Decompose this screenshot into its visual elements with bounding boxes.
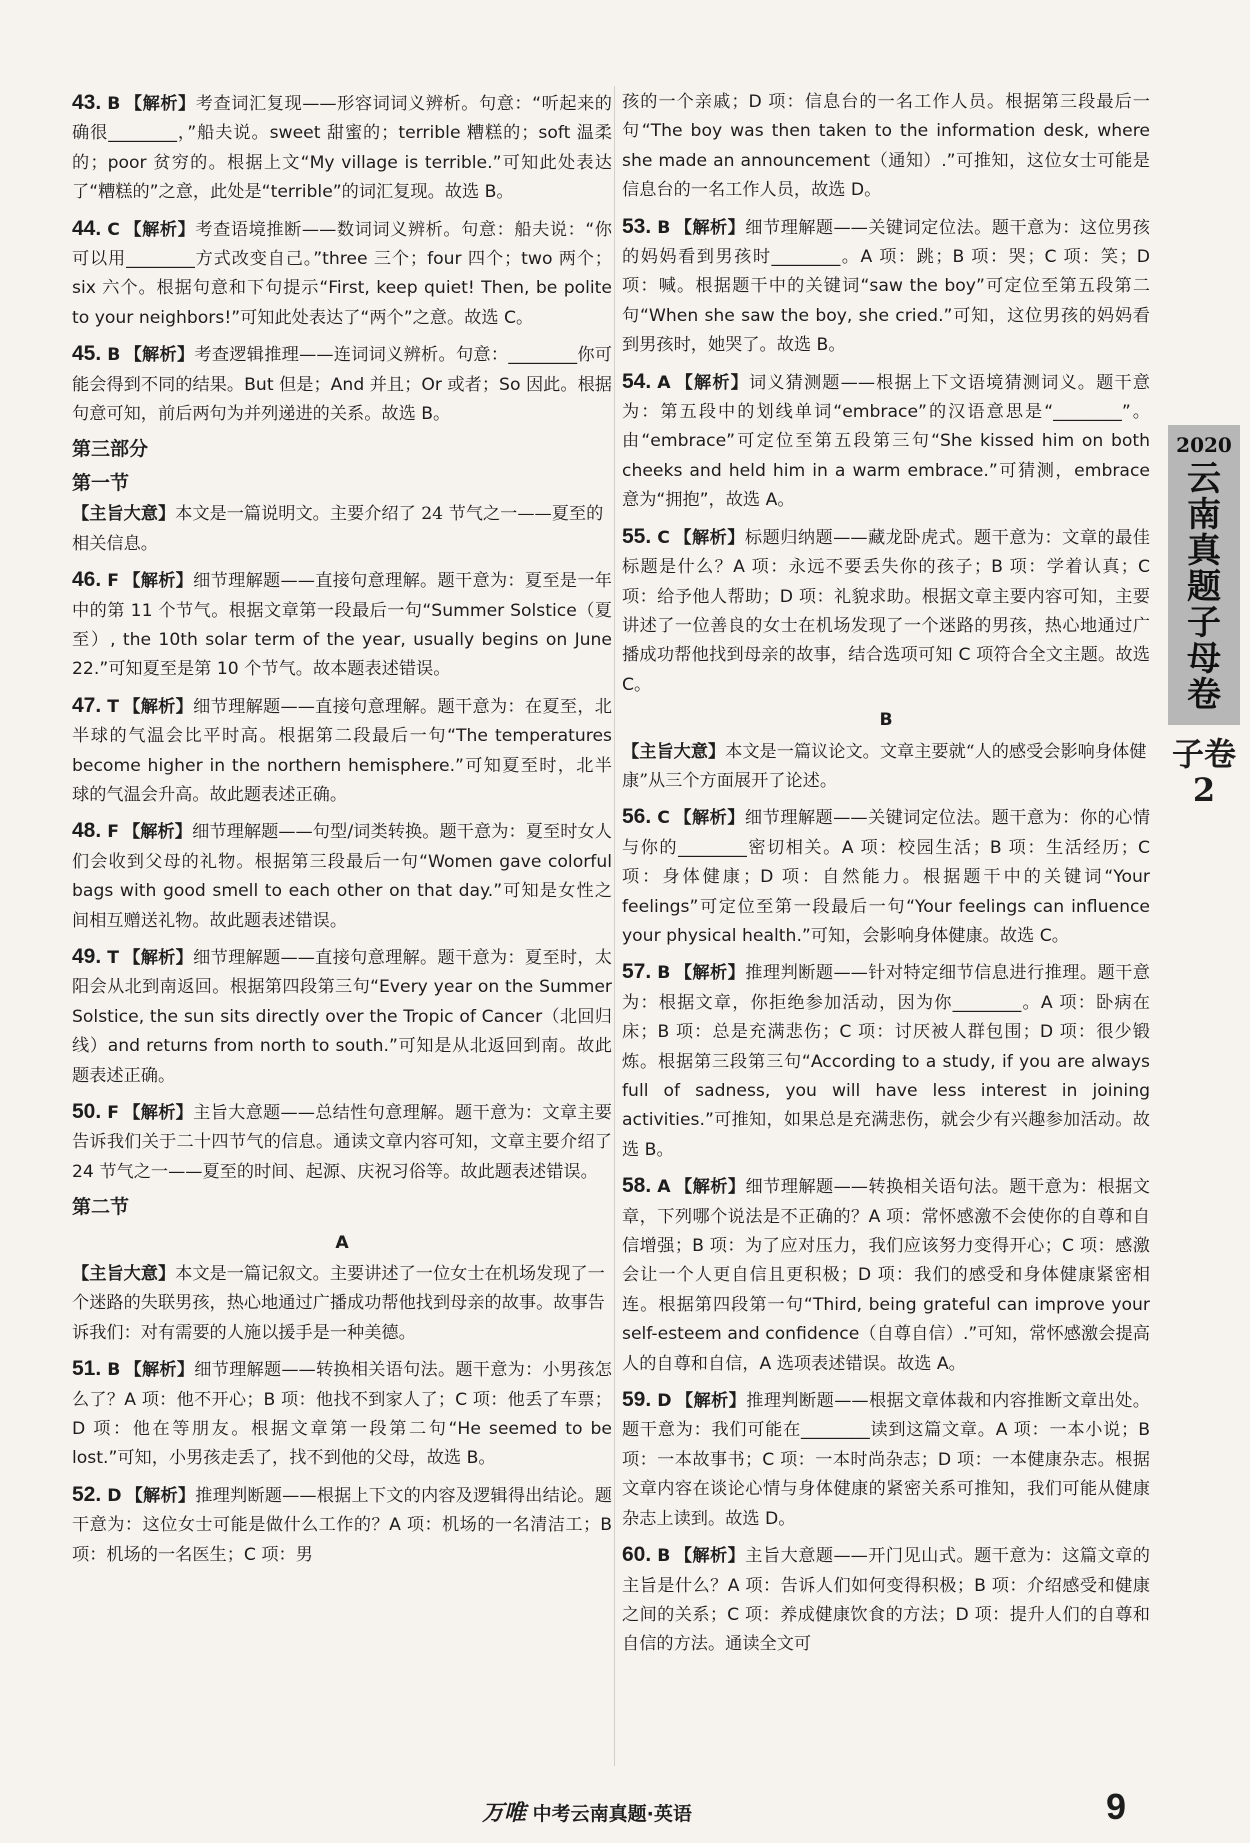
analysis-tag: 【解析】 — [675, 1391, 747, 1412]
analysis-tag: 【解析】 — [122, 571, 194, 592]
explanation-text: 细节理解题——关键词定位法。题干意为：你的心情与你的________密切相关。A 项：校园生活；B 项：生活经历；C 项：身体健康；D 项：自然能力。根据题干中的关键词“Your feelings”可定位至第一段最后一句“Your feelings can influence your physical health.”可知，会影响身体健康。故选 C。 — [622, 808, 1150, 946]
question-number: 56. — [622, 805, 652, 829]
question-number: 55. — [622, 524, 652, 548]
answer-letter: F — [107, 1103, 119, 1123]
main-idea — [72, 1260, 612, 1348]
explanation-text: 考查词汇复现——形容词词义辨析。句意：“听起来的确很________，”船夫说。sweet 甜蜜的；terrible 糟糕的；soft 温柔的；poor 贫穷的。根据上文“My village is terrible.”可知此处表达了“糟糕的”之意，此处是“terrible”的词汇复现。故选 B。 — [72, 94, 612, 203]
question-number: 47. — [72, 693, 102, 717]
analysis-tag: 【解析】 — [125, 1485, 196, 1506]
analysis-tag: 【解析】 — [673, 808, 745, 829]
question-number: 52. — [72, 1482, 102, 1506]
question-number: 57. — [622, 960, 652, 984]
question-number: 59. — [622, 1388, 652, 1412]
passage-label: A — [335, 1232, 349, 1253]
answer-letter: B — [107, 94, 121, 114]
question-explanation — [72, 565, 612, 685]
analysis-tag: 【解析】 — [673, 527, 745, 548]
sidebar-tab — [1168, 425, 1240, 725]
page-number: 9 — [1106, 1786, 1127, 1827]
explanation-text: 推理判断题——根据文章体裁和内容推断文章出处。题干意为：我们可能在________读到这篇文章。A 项：一本小说；B 项：一本故事书；C 项：一本时尚杂志；D 项：一本健康杂志。根据文章内容在谈论心情与身体健康的紧密关系可推知，我们可能从健康杂志上读到。故选 D。 — [622, 1391, 1150, 1529]
explanation-text: 细节理解题——直接句意理解。题干意为：夏至是一年中的第 11 个节气。根据文章第一段最后一句“Summer Solstice（夏至）, the 10th solar term of the year, usually begins on June 22.”可知夏至是第 10 个节气。故本题表述错误。 — [72, 571, 612, 680]
question-number: 50. — [72, 1100, 102, 1123]
answer-letter: F — [107, 571, 119, 592]
explanation-text: 细节理解题——转换相关语句法。题干意为：小男孩怎么了？A 项：他不开心；B 项：他找不到家人了；C 项：他丢了车票；D 项：他在等朋友。根据文章第一段第二句“He seemed to be lost.”可知，小男孩走丢了，找不到他的父母，故选 B。 — [72, 1360, 612, 1469]
explanation-text: 主旨大意题——总结性句意理解。题干意为：文章主要告诉我们关于二十四节气的信息。通读文章内容可知，文章主要介绍了 24 节气之一——夏至的时间、起源、庆祝习俗等。故此题表述错误。 — [72, 1103, 612, 1182]
answer-letter: B — [657, 217, 671, 238]
question-explanation — [72, 339, 612, 429]
question-number: 60. — [622, 1543, 652, 1567]
question-explanation — [622, 212, 1150, 361]
sidebar-year: 2020 — [1176, 433, 1232, 457]
answer-letter: A — [657, 372, 671, 393]
analysis-tag: 【解析】 — [124, 1360, 195, 1381]
question-explanation — [622, 802, 1150, 951]
question-explanation — [72, 816, 612, 936]
main-idea-text: 本文是一篇说明文。主要介绍了 24 节气之一——夏至的相关信息。 — [72, 504, 604, 554]
question-explanation — [72, 1097, 612, 1187]
analysis-tag: 【解析】 — [674, 1546, 746, 1567]
explanation-text: 推理判断题——根据上下文的内容及逻辑得出结论。题干意为：这位女士可能是做什么工作的？A 项：机场的一名清洁工；B 项：机场的一名医生；C 项：男 — [72, 1485, 612, 1565]
question-number: 43. — [72, 91, 102, 114]
answer-letter: T — [107, 947, 119, 968]
main-idea — [622, 738, 1150, 797]
answer-letter: F — [107, 822, 119, 843]
question-explanation — [72, 88, 612, 208]
footer-brand — [482, 1796, 692, 1827]
question-explanation — [622, 957, 1150, 1165]
analysis-tag: 【解析】 — [674, 372, 749, 393]
answer-letter: B — [107, 1360, 121, 1381]
answer-letter: B — [107, 345, 121, 366]
continued-text: 孩的一个亲戚；D 项：信息台的一名工作人员。根据第三段最后一句“The boy was then taken to the information desk, where she made an announcement（通知）.”可推知，这位女士可能是信息台的一名工作人员，故选 D。 — [622, 92, 1150, 201]
explanation-text: 主旨大意题——开门见山式。题干意为：这篇文章的主旨是什么？A 项：告诉人们如何变得积极；B 项：介绍感受和健康之间的关系；C 项：养成健康饮食的方法；D 项：提升人们的自尊和自信的方法。通读全文可 — [622, 1546, 1150, 1655]
section-heading: 第三部分 — [72, 438, 149, 461]
answer-letter: C — [107, 219, 120, 240]
question-number: 46. — [72, 568, 102, 592]
explanation-text: 细节理解题——直接句意理解。题干意为：在夏至，北半球的气温会比平时高。根据第二段最后一句“The temperatures become higher in the northern hemisphere.”可知夏至时，北半球的气温会升高。故此题表述正确。 — [72, 696, 612, 805]
right-column — [622, 88, 1150, 1666]
answer-letter: D — [657, 1391, 672, 1412]
question-number: 58. — [622, 1174, 652, 1198]
analysis-tag: 【解析】 — [122, 696, 194, 717]
question-number: 53. — [622, 214, 652, 238]
question-number: 44. — [72, 216, 102, 240]
main-idea — [72, 500, 612, 559]
answer-letter: B — [657, 1546, 671, 1567]
main-idea-tag: 【主旨大意】 — [622, 741, 726, 762]
analysis-tag: 【解析】 — [123, 219, 196, 240]
footer-book-title: 中考云南真题·英语 — [532, 1803, 692, 1825]
analysis-tag: 【解析】 — [122, 947, 194, 968]
explanation-text: 词义猜测题——根据上下文语境猜测词义。题干意为：第五段中的划线单词“embrace”的汉语意思是“________”。由“embrace”可定位至第五段第三句“She kissed him on both cheeks and held him in a warm embrace.”可猜测，embrace 意为“拥抱”，故选 A。 — [622, 372, 1150, 511]
explanation-text: 细节理解题——转换相关语句法。题干意为：根据文章，下列哪个说法是不正确的？A 项：常怀感激不会使你的自尊和自信增强；B 项：为了应对压力，我们应该努力变得开心；C 项：感激会让一个人更自信且更积极；D 项：我们的感受和身体健康紧密相连。根据第四段第一句“Third, being grateful can improve your self-esteem and confidence（自尊自信）.”可知，常怀感激会提高人的自尊和自信，A 选项表述错误。故选 A。 — [622, 1177, 1150, 1374]
analysis-tag: 【解析】 — [122, 1103, 194, 1123]
analysis-tag: 【解析】 — [122, 822, 193, 843]
left-column — [72, 88, 612, 1576]
explanation-text: 考查逻辑推理——连词词义辨析。句意：________你可能会得到不同的结果。But 但是；And 并且；Or 或者；So 因此。根据句意可知，前后两句为并列递进的关系。故选 B。 — [72, 345, 612, 425]
section-heading: 第二节 — [72, 1196, 130, 1219]
brand-logo: 万唯 — [482, 1801, 527, 1826]
question-number: 51. — [72, 1357, 102, 1381]
question-explanation — [72, 1480, 612, 1570]
analysis-tag: 【解析】 — [124, 94, 196, 114]
question-number: 49. — [72, 944, 102, 968]
analysis-tag: 【解析】 — [674, 217, 746, 238]
main-idea-text: 本文是一篇记叙文。主要讲述了一位女士在机场发现了一个迷路的失联男孩，热心地通过广播成功帮他找到母亲的故事。故事告诉我们：对有需要的人施以援手是一种美德。 — [72, 1264, 605, 1343]
question-number: 54. — [622, 369, 652, 393]
question-explanation — [622, 1540, 1150, 1660]
main-idea-tag: 【主旨大意】 — [72, 504, 176, 525]
question-number: 45. — [72, 342, 102, 366]
analysis-tag: 【解析】 — [674, 963, 746, 984]
question-explanation — [622, 1171, 1150, 1379]
answer-letter: D — [107, 1485, 122, 1506]
explanation-text: 细节理解题——关键词定位法。题干意为：这位男孩的妈妈看到男孩时________。A 项：跳；B 项：哭；C 项：笑；D 项：喊。根据题干中的关键词“saw the boy”可定位至第五段第二句“When she saw the boy, she cried.”可知，这位男孩的妈妈看到男孩时，她哭了。故选 B。 — [622, 217, 1150, 356]
section-heading: 第一节 — [72, 471, 130, 494]
explanation-text: 标题归纳题——藏龙卧虎式。题干意为：文章的最佳标题是什么？A 项：永远不要丢失你的孩子；B 项：学着认真；C 项：给予他人帮助；D 项：礼貌求助。根据文章主要内容可知，主要讲述了一位善良的女士在机场发现了一个迷路的男孩，热心地通过广播成功帮他找到母亲的故事，结合选项可知 C 项符合全文主题。故选 C。 — [622, 527, 1150, 695]
explanation-text: 推理判断题——针对特定细节信息进行推理。题干意为：根据文章，你拒绝参加活动，因为你________。A 项：卧病在床；B 项：总是充满悲伤；C 项：讨厌被人群包围；D 项：很少锻炼。根据第三段第三句“According to a study, if you are always full of sadness, you will have less interest in joining activities.”可推知，如果总是充满悲伤，就会少有兴趣参加活动。故选 B。 — [622, 963, 1150, 1160]
answer-letter: A — [657, 1177, 671, 1198]
explanation-text: 考查语境推断——数词词义辨析。句意：船夫说：“你可以用________方式改变自己。”three 三个；four 四个；two 两个；six 六个。根据句意和下句提示“First, keep quiet! Then, be polite to your neighbors!”可知此处表达了“两个”之意。故选 C。 — [72, 219, 612, 328]
answer-letter: T — [107, 696, 119, 717]
sidebar-subtitle: 子卷2 — [1172, 735, 1237, 809]
main-idea-text: 本文是一篇议论文。文章主要就“人的感受会影响身体健康”从三个方面展开了论述。 — [622, 741, 1147, 791]
question-explanation — [622, 367, 1150, 516]
analysis-tag: 【解析】 — [674, 1177, 746, 1198]
question-explanation — [72, 942, 612, 1091]
passage-label: B — [879, 710, 893, 731]
question-explanation — [72, 214, 612, 334]
question-explanation — [622, 1385, 1150, 1534]
question-explanation — [72, 691, 612, 811]
question-explanation — [72, 1354, 612, 1474]
main-idea-tag: 【主旨大意】 — [72, 1264, 176, 1285]
answer-letter: B — [657, 963, 671, 984]
question-explanation — [622, 522, 1150, 700]
answer-letter: C — [657, 527, 670, 548]
question-number: 48. — [72, 819, 102, 843]
sidebar-title: 云南真题子母卷 — [1187, 459, 1221, 715]
explanation-text: 细节理解题——句型/词类转换。题干意为：夏至时女人们会收到父母的礼物。根据第三段最后一句“Women gave colorful bags with good smell to each other on that day.”可知是女性之间相互赠送礼物。故此题表述错误。 — [72, 822, 612, 931]
answer-letter: C — [657, 808, 670, 829]
explanation-text: 细节理解题——直接句意理解。题干意为：夏至时，太阳会从北到南返回。根据第四段第三句“Every year on the Summer Solstice, the sun sits directly over the Tropic of Cancer（北回归线）and returns from north to south.”可知是从北返回到南。故此题表述正确。 — [72, 947, 612, 1086]
column-divider — [614, 86, 615, 1766]
analysis-tag: 【解析】 — [124, 345, 195, 366]
